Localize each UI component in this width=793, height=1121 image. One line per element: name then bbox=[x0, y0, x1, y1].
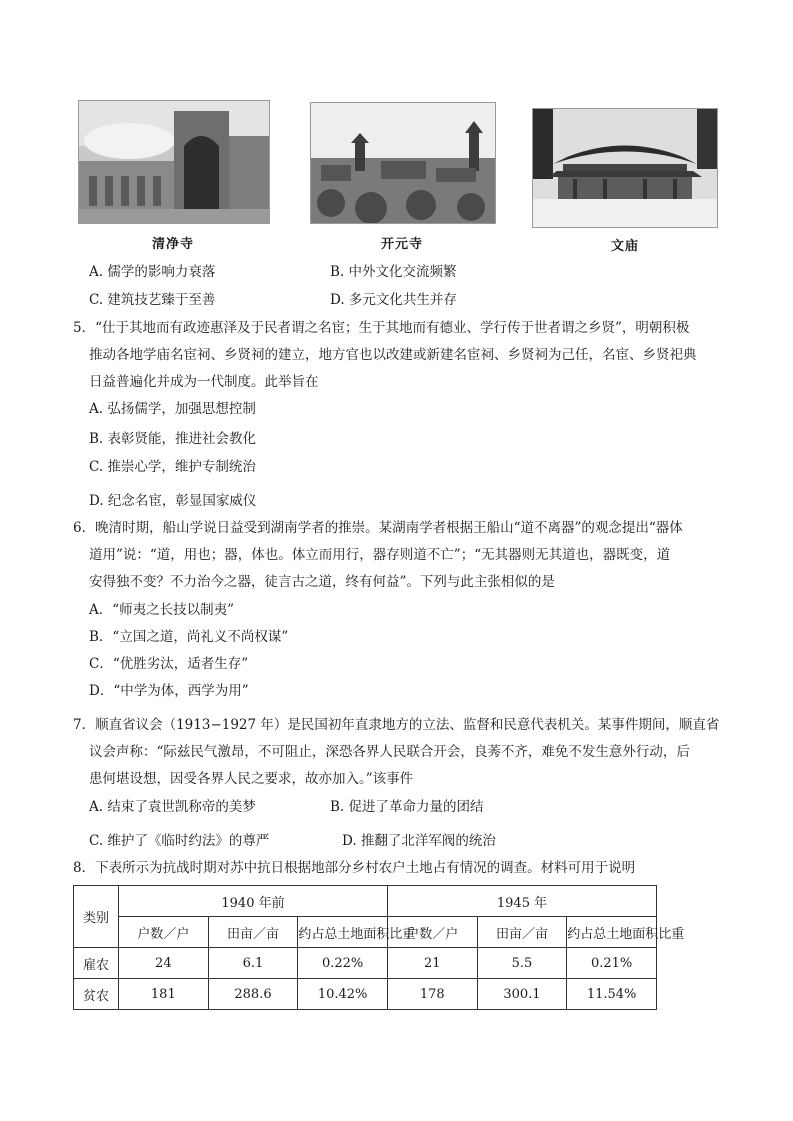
q7-option-b[interactable]: B. 促进了革命力量的团结 bbox=[330, 799, 484, 815]
table-row bbox=[74, 948, 657, 979]
cell: 24 bbox=[119, 948, 209, 979]
land-survey-table bbox=[73, 885, 685, 1010]
cell: 300.1 bbox=[477, 979, 567, 1010]
cell: 10.42% bbox=[298, 979, 388, 1010]
photo-confucian-temple bbox=[532, 108, 718, 228]
cell: 0.21% bbox=[567, 948, 657, 979]
q6-stem-line3: 安得独不变？不力治今之器，徒言古之道，终有何益”。下列与此主张相似的是 bbox=[89, 574, 555, 590]
q6-option-c[interactable]: C．“优胜劣汰，适者生存” bbox=[89, 656, 249, 672]
cell: 21 bbox=[387, 948, 477, 979]
q5-stem-line2: 推动各地学庙名宦祠、乡贤祠的建立，地方官也以改建或新建名宦祠、乡贤祠为己任，名宦、乡贤祀典 bbox=[89, 347, 697, 363]
q5-option-a[interactable]: A. 弘扬儒学，加强思想控制 bbox=[89, 401, 256, 417]
subheader-share-1: 约占总土地面积比重 bbox=[298, 917, 388, 948]
cell: 181 bbox=[119, 979, 209, 1010]
caption-kaiyuan: 开元寺 bbox=[380, 237, 423, 252]
q7-stem-line2: 议会声称：“际兹民气激昂，不可阻止，深恐各界人民联合开会，良莠不齐，难免不发生意外行动，后 bbox=[89, 744, 690, 760]
q4-option-a[interactable]: A. 儒学的影响力衰落 bbox=[89, 264, 216, 280]
q7-option-a[interactable]: A. 结束了袁世凯称帝的美梦 bbox=[89, 799, 256, 815]
q5-stem-line1: 5．“仕于其地而有政迹惠泽及于民者谓之名宦；生于其地而有德业、学行传于世者谓之乡贤”，明朝积极 bbox=[73, 320, 690, 336]
cell: 6.1 bbox=[208, 948, 298, 979]
cell: 11.54% bbox=[567, 979, 657, 1010]
caption-wenmiao: 文庙 bbox=[610, 239, 639, 254]
q7-stem-line1: 7．顺直省议会（1913−1927 年）是民国初年直隶地方的立法、监督和民意代表机关。某事件期间，顺直省 bbox=[73, 717, 720, 733]
cell: 288.6 bbox=[208, 979, 298, 1010]
subheader-households-2: 户数／户 bbox=[387, 917, 477, 948]
subheader-households-1: 户数／户 bbox=[119, 917, 209, 948]
q5-option-b[interactable]: B. 表彰贤能，推进社会教化 bbox=[89, 431, 257, 447]
q6-option-d[interactable]: D．“中学为体，西学为用” bbox=[89, 683, 249, 699]
subheader-acres-2: 田亩／亩 bbox=[477, 917, 567, 948]
q4-option-b[interactable]: B. 中外文化交流频繁 bbox=[330, 264, 457, 280]
q5-option-c[interactable]: C. 推崇心学，维护专制统治 bbox=[89, 459, 256, 475]
q7-option-c[interactable]: C. 维护了《临时约法》的尊严 bbox=[89, 833, 270, 849]
row-category: 雇农 bbox=[74, 948, 119, 979]
q7-stem-line3: 患何堪设想，因受各界人民之要求，故亦加入。”该事件 bbox=[89, 771, 414, 787]
header-period-1945: 1945 年 bbox=[387, 886, 656, 917]
q5-stem-line3: 日益普遍化并成为一代制度。此举旨在 bbox=[89, 374, 319, 390]
cell: 5.5 bbox=[477, 948, 567, 979]
q4-option-c[interactable]: C. 建筑技艺臻于至善 bbox=[89, 292, 216, 308]
q6-stem-line2: 道用”说：“道，用也；器，体也。体立而用行，器存则道不亡”；“无其器则无其道也，器既变，道 bbox=[89, 547, 671, 563]
cell: 178 bbox=[387, 979, 477, 1010]
table-subheader-row bbox=[74, 917, 657, 948]
subheader-share-2: 约占总土地面积比重 bbox=[567, 917, 657, 948]
header-category: 类别 bbox=[74, 886, 119, 948]
q6-option-a[interactable]: A．“师夷之长技以制夷” bbox=[89, 602, 235, 618]
row-category: 贫农 bbox=[74, 979, 119, 1010]
caption-qingjing: 清净寺 bbox=[151, 237, 194, 252]
photo-kaiyuan-temple bbox=[310, 102, 496, 224]
subheader-acres-1: 田亩／亩 bbox=[208, 917, 298, 948]
photo-qingjing-mosque bbox=[78, 100, 270, 224]
q5-option-d[interactable]: D. 纪念名宦，彰显国家威仪 bbox=[89, 493, 257, 509]
q6-option-b[interactable]: B．“立国之道，尚礼义不尚权谋” bbox=[89, 629, 289, 645]
cell: 0.22% bbox=[298, 948, 388, 979]
table-row bbox=[74, 979, 657, 1010]
q4-option-d[interactable]: D. 多元文化共生并存 bbox=[330, 292, 457, 308]
q7-option-d[interactable]: D. 推翻了北洋军阀的统治 bbox=[342, 833, 496, 849]
q6-stem-line1: 6．晚清时期，船山学说日益受到湖南学者的推崇。某湖南学者根据王船山“道不离器”的观念提出“器体 bbox=[73, 520, 683, 536]
q8-stem-line1: 8．下表所示为抗战时期对苏中抗日根据地部分乡村农户土地占有情况的调查。材料可用于说明 bbox=[73, 860, 636, 876]
table-header-row bbox=[74, 886, 657, 917]
header-period-1940: 1940 年前 bbox=[119, 886, 388, 917]
